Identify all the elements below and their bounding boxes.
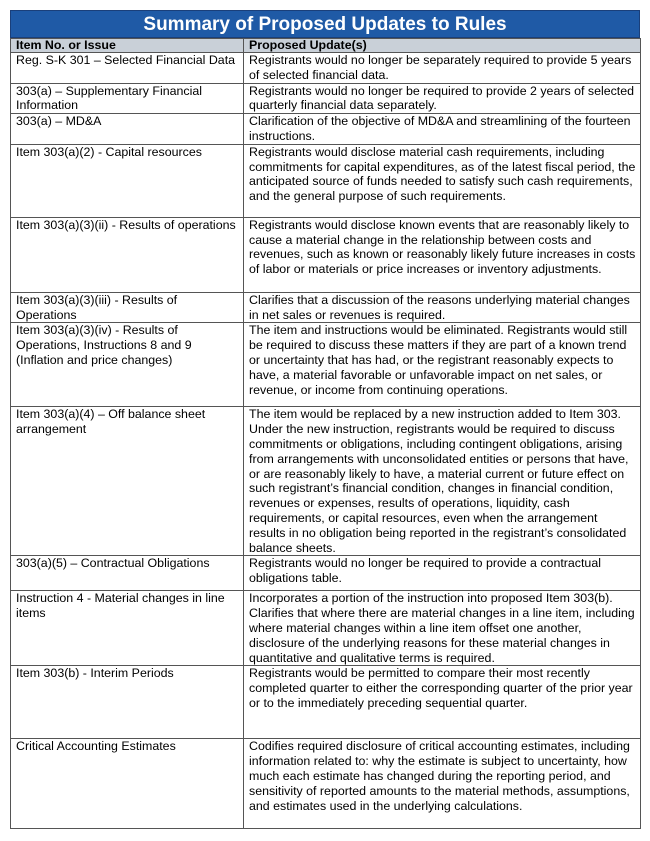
column-header-item: Item No. or Issue bbox=[11, 39, 244, 53]
table-row bbox=[11, 217, 641, 292]
row-update: The item and instructions would be eliminated. Registrants would still be required to discuss these matters if they are part of a known trend or uncertainty that has had, or the registrant reasonably expects to have, a material favorable or unfavorable impact on net sales, or revenue, or income from continuing operations. bbox=[244, 323, 641, 407]
row-update: Registrants would disclose material cash requirements, including commitments for capital expenditures, as of the latest fiscal period, the anticipated source of funds needed to satisfy such cash requirements, and the general purpose of such requirements. bbox=[244, 144, 641, 217]
table-row bbox=[11, 591, 641, 666]
row-item: 303(a) – MD&A bbox=[11, 114, 244, 145]
row-item: Item 303(a)(3)(iii) - Results of Operations bbox=[11, 292, 244, 323]
row-update: Registrants would no longer be required to provide 2 years of selected quarterly financial data separately. bbox=[244, 83, 641, 114]
rules-table bbox=[10, 38, 641, 829]
table-row bbox=[11, 144, 641, 217]
row-item: Item 303(a)(3)(iv) - Results of Operations, Instructions 8 and 9 (Inflation and price changes) bbox=[11, 323, 244, 407]
row-update: Clarification of the objective of MD&A and streamlining of the fourteen instructions. bbox=[244, 114, 641, 145]
row-update: Registrants would no longer be separately required to provide 5 years of selected financial data. bbox=[244, 53, 641, 84]
row-item: 303(a)(5) – Contractual Obligations bbox=[11, 556, 244, 591]
row-update: Registrants would no longer be required to provide a contractual obligations table. bbox=[244, 556, 641, 591]
column-header-update: Proposed Update(s) bbox=[244, 39, 641, 53]
row-update: Clarifies that a discussion of the reasons underlying material changes in net sales or revenues is required. bbox=[244, 292, 641, 323]
row-item: Instruction 4 - Material changes in line items bbox=[11, 591, 244, 666]
header-row bbox=[11, 39, 641, 53]
table-row bbox=[11, 407, 641, 556]
row-item: 303(a) – Supplementary Financial Information bbox=[11, 83, 244, 114]
table-row bbox=[11, 292, 641, 323]
row-update: Codifies required disclosure of critical accounting estimates, including information related to: why the estimate is subject to uncertainty, how much each estimate has changed during the reporting period, and sensitivity of reported amounts to the material methods, assumptions, and estimates used in the underlying calculations. bbox=[244, 739, 641, 829]
row-item: Item 303(a)(4) – Off balance sheet arrangement bbox=[11, 407, 244, 556]
table-row bbox=[11, 83, 641, 114]
table-row bbox=[11, 556, 641, 591]
row-item: Item 303(a)(3)(ii) - Results of operations bbox=[11, 217, 244, 292]
row-update: The item would be replaced by a new instruction added to Item 303. Under the new instruction, registrants would be required to discuss commitments or obligations, including contingent obligations, arising from arrangements with unconsolidated entities or persons that have, or are reasonably likely to have, a material current or future effect on such registrant’s financial condition, changes in financial condition, revenues or expenses, results of operations, liquidity, cash requirements, or capital resources, even when the arrangement results in no obligation being reported in the registrant’s consolidated balance sheets. bbox=[244, 407, 641, 556]
document bbox=[10, 10, 640, 829]
table-row bbox=[11, 666, 641, 739]
table-title: Summary of Proposed Updates to Rules bbox=[10, 10, 640, 38]
row-update: Registrants would be permitted to compare their most recently completed quarter to either the corresponding quarter of the prior year or to the immediately preceding sequential quarter. bbox=[244, 666, 641, 739]
row-item: Item 303(b) - Interim Periods bbox=[11, 666, 244, 739]
row-update: Registrants would disclose known events that are reasonably likely to cause a material change in the relationship between costs and revenues, such as known or reasonably likely future increases in costs of labor or materials or price increases or inventory adjustments. bbox=[244, 217, 641, 292]
table-row bbox=[11, 53, 641, 84]
table-row bbox=[11, 739, 641, 829]
row-update: Incorporates a portion of the instruction into proposed Item 303(b). Clarifies that where there are material changes in a line item, including where material changes within a line item offset one another, disclosure of the underlying reasons for these material changes in quantitative and qualitative terms is required. bbox=[244, 591, 641, 666]
table-row bbox=[11, 114, 641, 145]
table-row bbox=[11, 323, 641, 407]
row-item: Reg. S-K 301 – Selected Financial Data bbox=[11, 53, 244, 84]
row-item: Critical Accounting Estimates bbox=[11, 739, 244, 829]
row-item: Item 303(a)(2) - Capital resources bbox=[11, 144, 244, 217]
